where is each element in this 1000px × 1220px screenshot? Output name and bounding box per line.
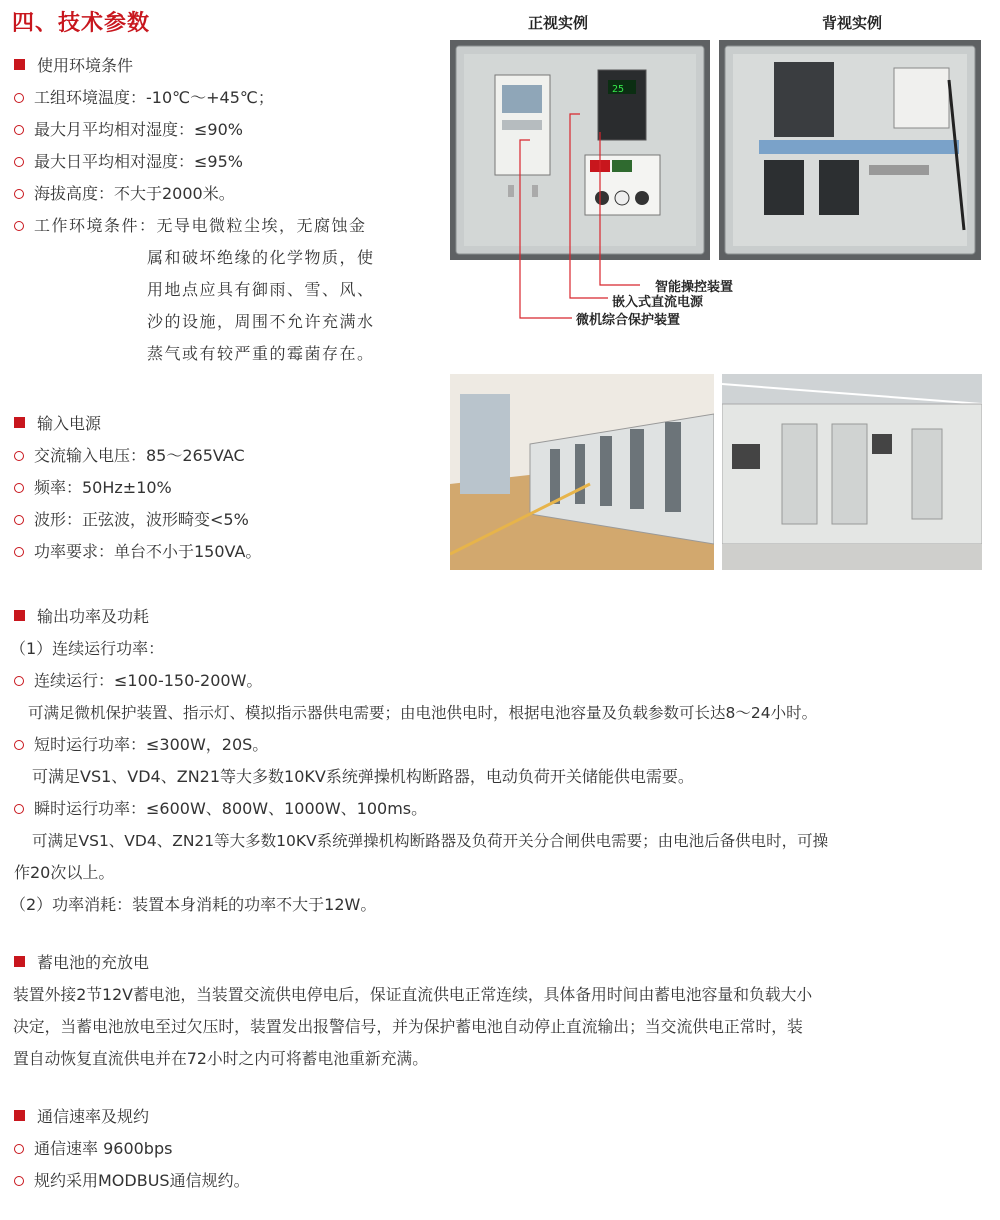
list-item: 最大日平均相对湿度：≤95%	[14, 146, 243, 178]
circle-bullet-icon	[14, 1176, 24, 1186]
callout-leader-lines	[440, 100, 760, 330]
section-heading-output-power: 输出功率及功耗	[14, 601, 149, 633]
circle-bullet-icon	[14, 483, 24, 493]
section-heading-input-power: 输入电源	[14, 408, 101, 440]
circle-bullet-icon	[14, 451, 24, 461]
meter-reading: 25	[612, 84, 625, 95]
list-item: 工组环境温度：-10℃～+45℃；	[14, 82, 274, 114]
circle-bullet-icon	[14, 189, 24, 199]
list-item: 瞬时运行功率：≤600W、800W、1000W、100ms。	[14, 793, 427, 825]
section-heading-environment: 使用环境条件	[14, 50, 133, 82]
list-item: 功率要求：单台不小于150VA。	[14, 536, 261, 568]
callout-label-smart-control: 智能操控装置	[655, 280, 734, 295]
list-item: 海拔高度：不大于2000米。	[14, 178, 235, 210]
list-item-continuation: 沙的设施，周围不允许充满水	[147, 312, 375, 331]
list-item: 频率：50Hz±10%	[14, 472, 172, 504]
circle-bullet-icon	[14, 515, 24, 525]
switchgear-room-illustration-1	[450, 374, 714, 570]
circle-bullet-icon	[14, 93, 24, 103]
circle-bullet-icon	[14, 157, 24, 167]
list-item: 规约采用MODBUS通信规约。	[14, 1165, 250, 1197]
circle-bullet-icon	[14, 125, 24, 135]
section-heading-communication: 通信速率及规约	[14, 1101, 149, 1133]
circle-bullet-icon	[14, 547, 24, 557]
paragraph-line: 装置外接2节12V蓄电池，当装置交流供电停电后，保证直流供电正常连续，具体备用时间由蓄电池容量和负载大小	[13, 985, 813, 1004]
sub-heading: （2）功率消耗：装置本身消耗的功率不大于12W。	[10, 895, 377, 914]
description-text: 可满足VS1、VD4、ZN21等大多数10KV系统弹操机构断路器及负荷开关分合闸供电需要；由电池后备供电时，可操	[32, 832, 829, 850]
square-bullet-icon	[14, 417, 25, 428]
paragraph-line: 决定，当蓄电池放电至过欠压时，装置发出报警信号，并为保护蓄电池自动停止直流输出；当交流供电正常时，装	[13, 1017, 803, 1036]
list-item: 波形：正弦波，波形畸变<5%	[14, 504, 249, 536]
circle-bullet-icon	[14, 740, 24, 750]
callout-label-dc-power: 嵌入式直流电源	[612, 295, 704, 310]
list-item: 交流输入电压：85～265VAC	[14, 440, 245, 472]
section-heading-battery: 蓄电池的充放电	[14, 947, 149, 979]
description-text: 可满足VS1、VD4、ZN21等大多数10KV系统弹操机构断路器，电动负荷开关储能供电需要。	[32, 767, 694, 786]
page-title: 四、技术参数	[12, 11, 151, 36]
circle-bullet-icon	[14, 1144, 24, 1154]
front-view-caption: 正视实例	[528, 14, 589, 32]
callout-label-protection-device: 微机综合保护装置	[576, 313, 681, 328]
list-item-continuation: 用地点应具有御雨、雪、风、	[147, 280, 375, 299]
back-view-caption: 背视实例	[822, 14, 883, 32]
switchgear-room-photo-1	[450, 374, 714, 570]
switchgear-room-photo-2	[722, 374, 982, 570]
sub-heading: （1）连续运行功率：	[10, 639, 165, 658]
list-item: 连续运行：≤100-150-200W。	[14, 665, 262, 697]
list-item: 短时运行功率：≤300W，20S。	[14, 729, 268, 761]
list-item: 最大月平均相对湿度：≤90%	[14, 114, 243, 146]
circle-bullet-icon	[14, 676, 24, 686]
paragraph-line: 置自动恢复直流供电并在72小时之内可将蓄电池重新充满。	[13, 1049, 429, 1068]
switchgear-room-illustration-2	[722, 374, 982, 570]
circle-bullet-icon	[14, 804, 24, 814]
square-bullet-icon	[14, 1110, 25, 1121]
list-item-continuation: 属和破坏绝缘的化学物质，使	[147, 248, 375, 267]
list-item: 工作环境条件：无导电微粒尘埃，无腐蚀金	[14, 210, 367, 242]
description-text: 作20次以上。	[14, 863, 115, 882]
circle-bullet-icon	[14, 221, 24, 231]
description-text: 可满足微机保护装置、指示灯、模拟指示器供电需要；由电池供电时，根据电池容量及负载参数可长达8～24小时。	[28, 704, 818, 722]
square-bullet-icon	[14, 956, 25, 967]
list-item-continuation: 蒸气或有较严重的霉菌存在。	[147, 344, 375, 363]
square-bullet-icon	[14, 610, 25, 621]
list-item: 通信速率 9600bps	[14, 1133, 172, 1165]
square-bullet-icon	[14, 59, 25, 70]
